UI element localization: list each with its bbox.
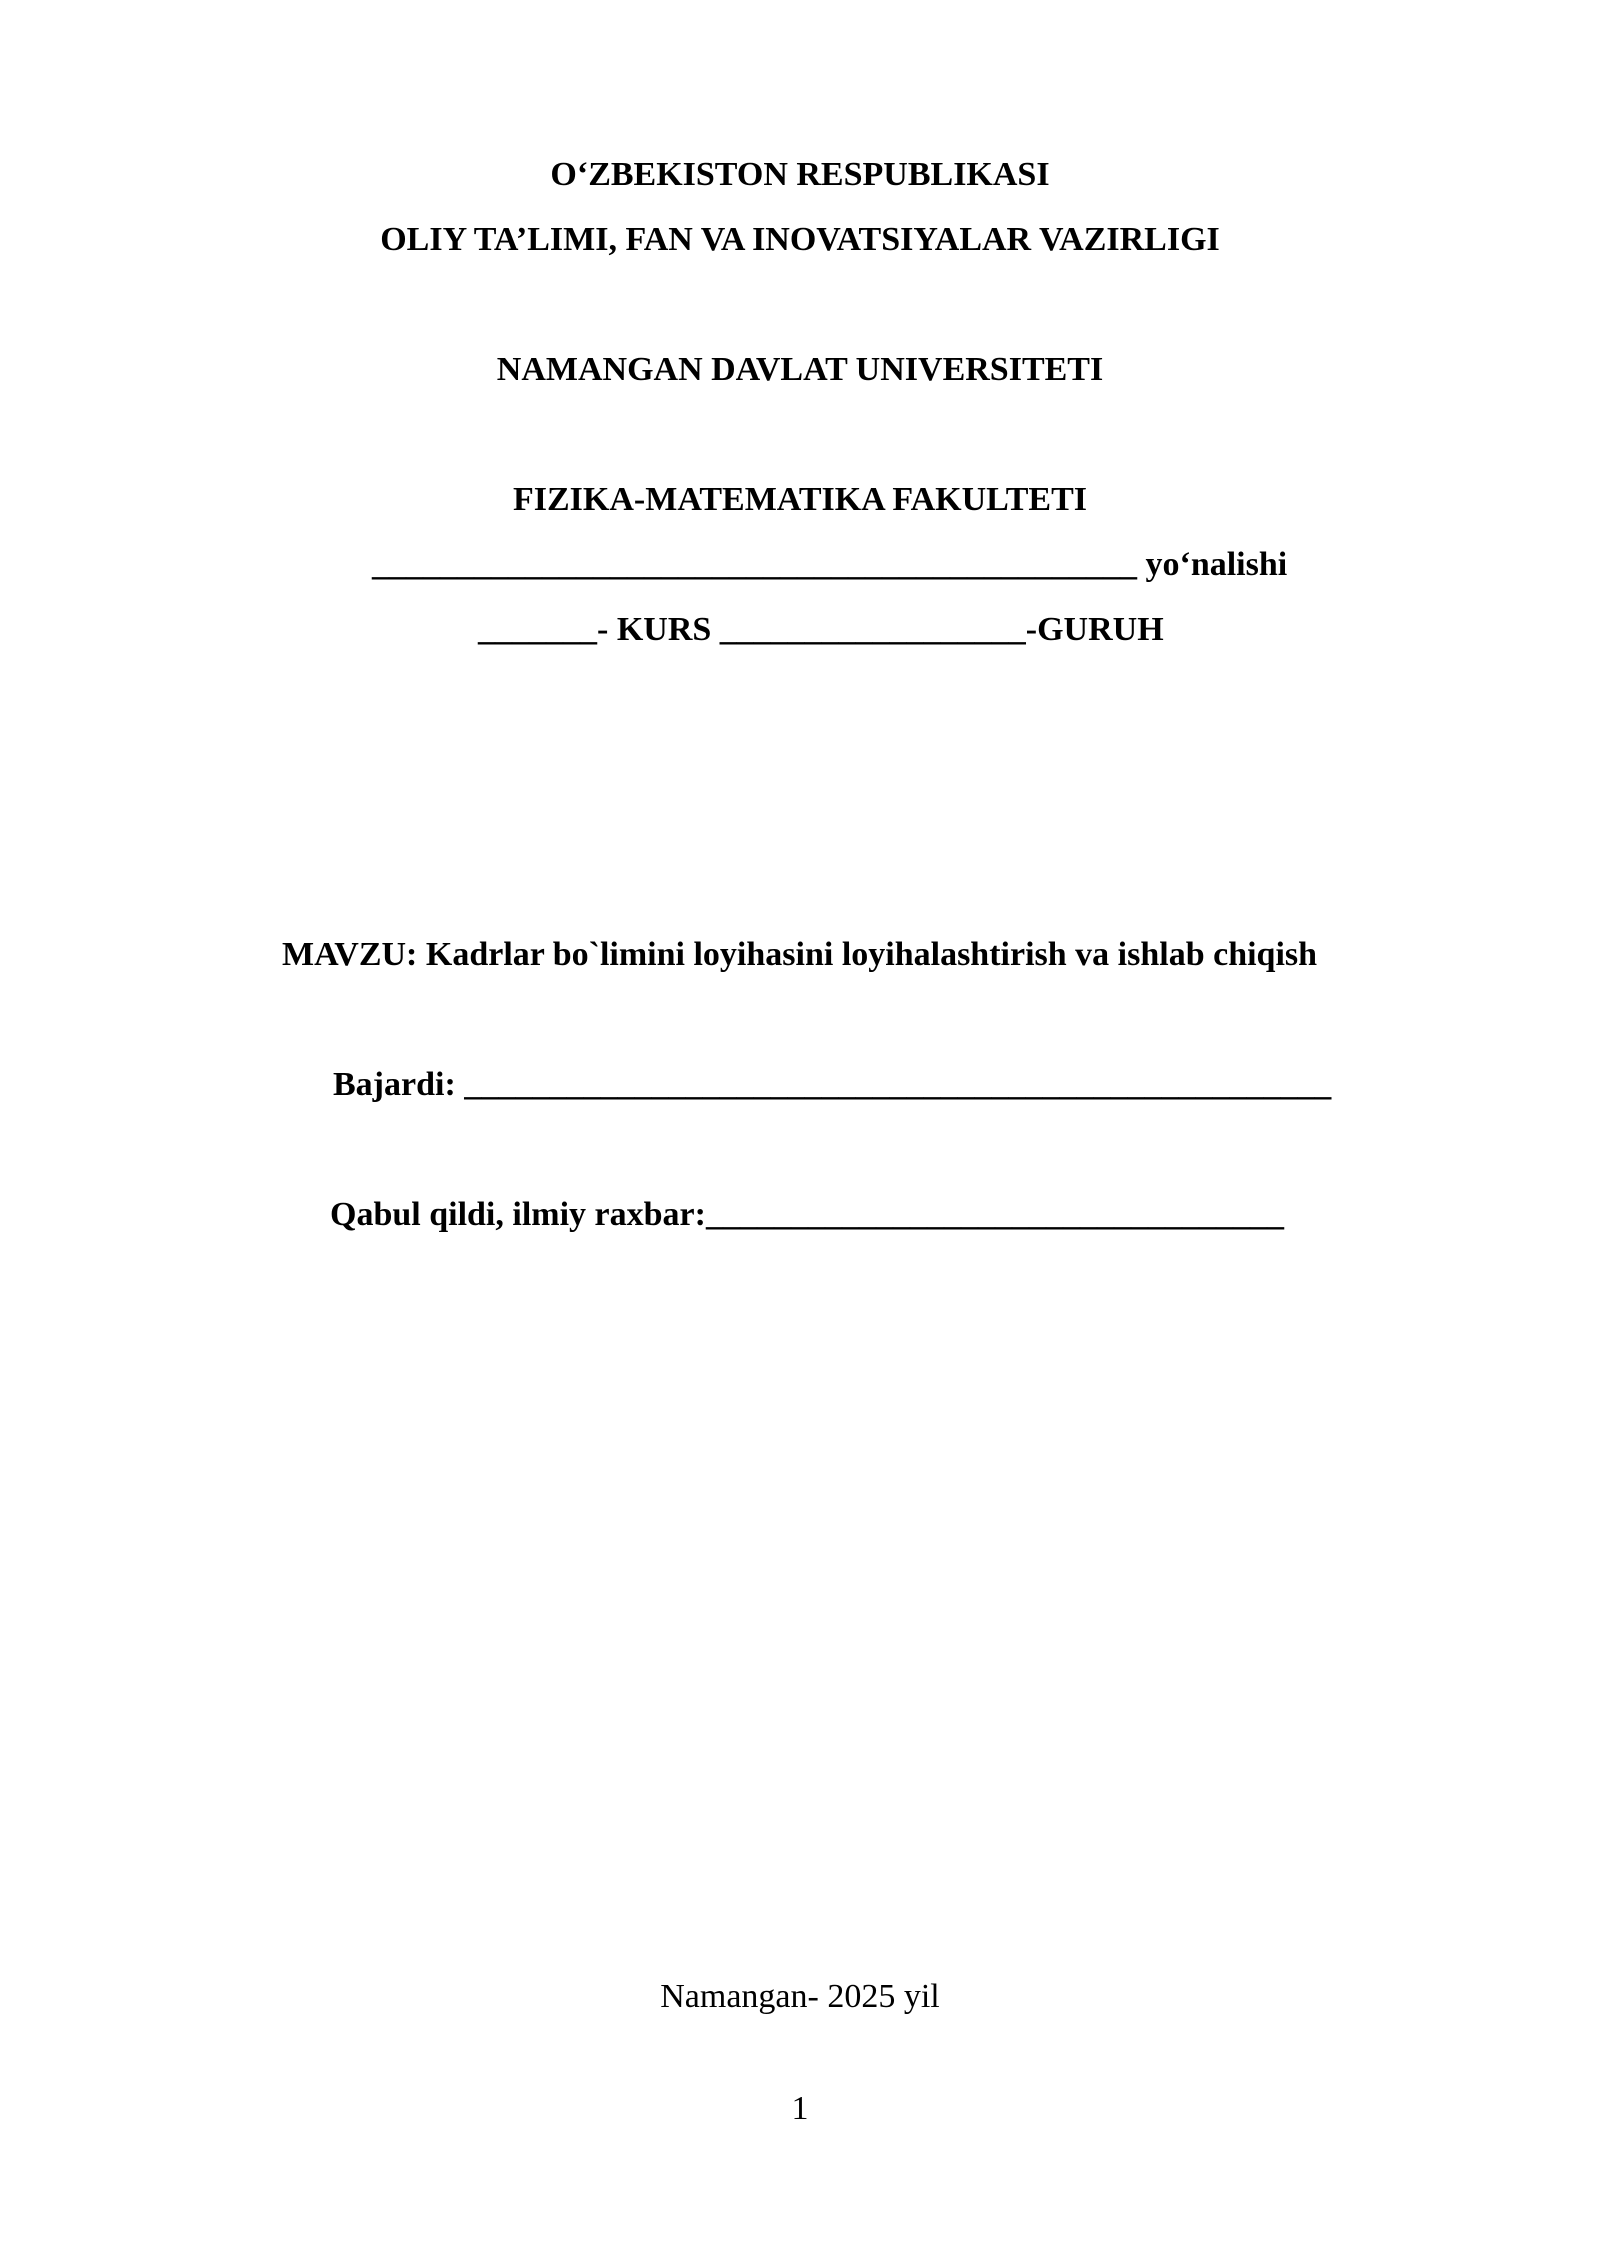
direction-field: _____________________________________________ yo‘nalishi bbox=[372, 546, 1288, 583]
city-year: Namangan- 2025 yil bbox=[660, 1978, 940, 2015]
page-number: 1 bbox=[791, 2090, 809, 2127]
country-title: O‘ZBEKISTON RESPUBLIKASI bbox=[550, 156, 1050, 193]
university-title: NAMANGAN DAVLAT UNIVERSITETI bbox=[496, 351, 1104, 388]
faculty-title: FIZIKA-MATEMATIKA FAKULTETI bbox=[513, 481, 1087, 518]
performed-by-field: Bajardi: ___________________________________________________ bbox=[333, 1066, 1332, 1103]
accepted-by-field: Qabul qildi, ilmiy raxbar:__________________________________ bbox=[330, 1196, 1284, 1233]
topic-title: MAVZU: Kadrlar bo`limini loyihasini loyihalashtirish va ishlab chiqish bbox=[282, 936, 1318, 973]
course-group-field: _______- KURS __________________-GURUH bbox=[478, 611, 1164, 648]
ministry-title: OLIY TA’LIMI, FAN VA INOVATSIYALAR VAZIRLIGI bbox=[380, 221, 1220, 258]
